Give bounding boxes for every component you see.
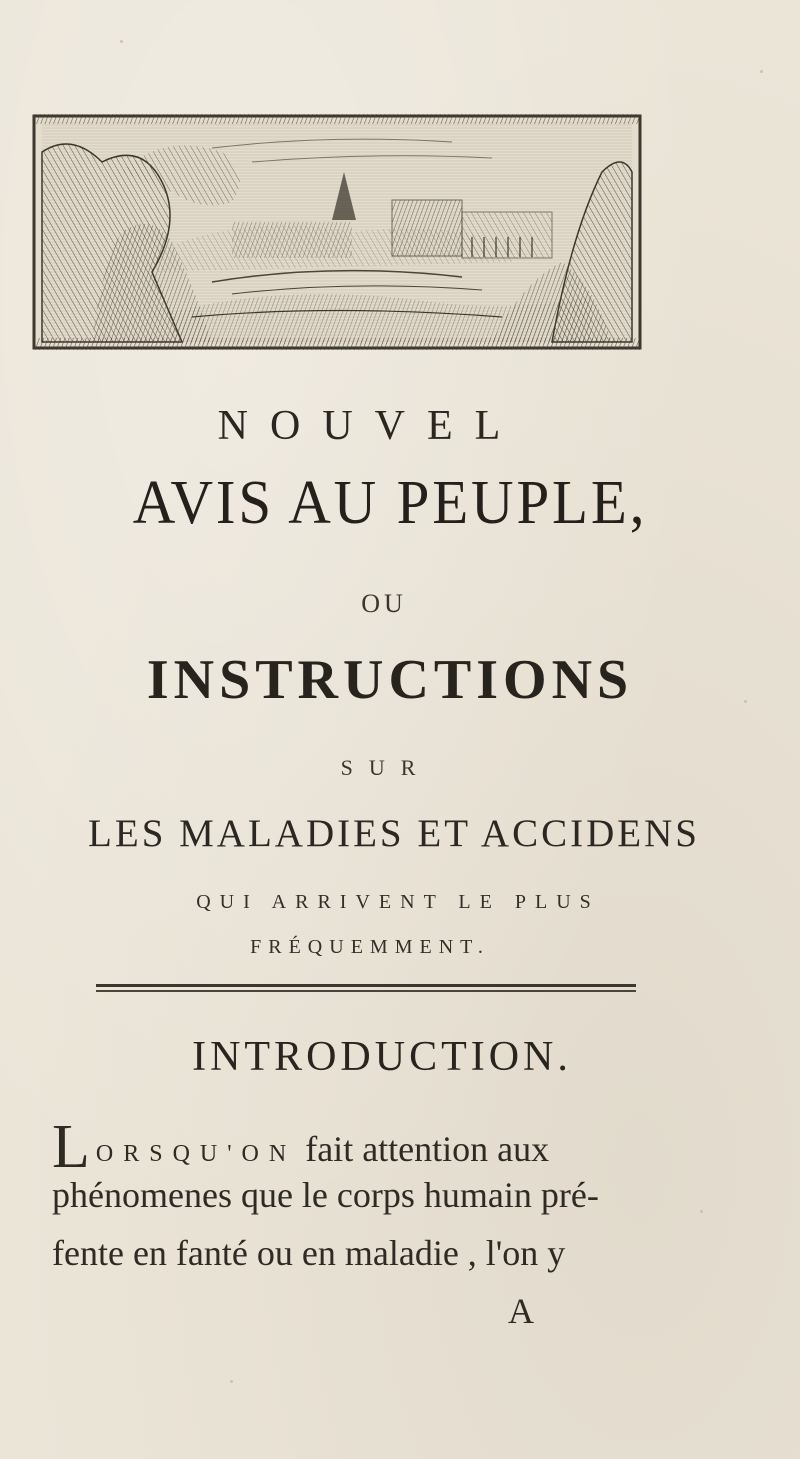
double-rule-divider [96,984,636,992]
section-heading-introduction: INTRODUCTION. [192,1034,572,1080]
paper-speck [700,1210,703,1213]
title-instructions: INSTRUCTIONS [146,649,634,711]
engraved-landscape-vignette [32,112,644,354]
title-frequemment: FRÉQUEMMENT. [250,936,490,958]
small-caps-word: ORSQU'ON [95,1141,297,1167]
paper-speck [230,1380,233,1383]
title-nouvel: NOUVEL [217,403,523,449]
body-line-2: phénomenes que le corps humain pré- [52,1175,599,1215]
drop-cap: L [52,1113,90,1181]
title-maladies-et-accidens: LES MALADIES ET ACCIDENS [88,812,700,855]
title-avis-au-peuple: AVIS AU PEUPLE, [132,469,648,537]
title-qui-arrivent: QUI ARRIVENT LE PLUS [196,891,600,913]
paper-speck [760,70,763,73]
body-line-1 [52,1113,642,1181]
body-line-3: fente en fanté ou en maladie , l'on y [52,1233,566,1273]
signature-mark: A [508,1291,534,1331]
body-line-1-text: fait attention aux [305,1129,550,1169]
rule-thin [96,990,636,992]
title-ou: OU [361,589,407,618]
title-sur: SUR [340,755,432,780]
paper-speck [120,40,123,43]
rule-thick [96,984,636,987]
